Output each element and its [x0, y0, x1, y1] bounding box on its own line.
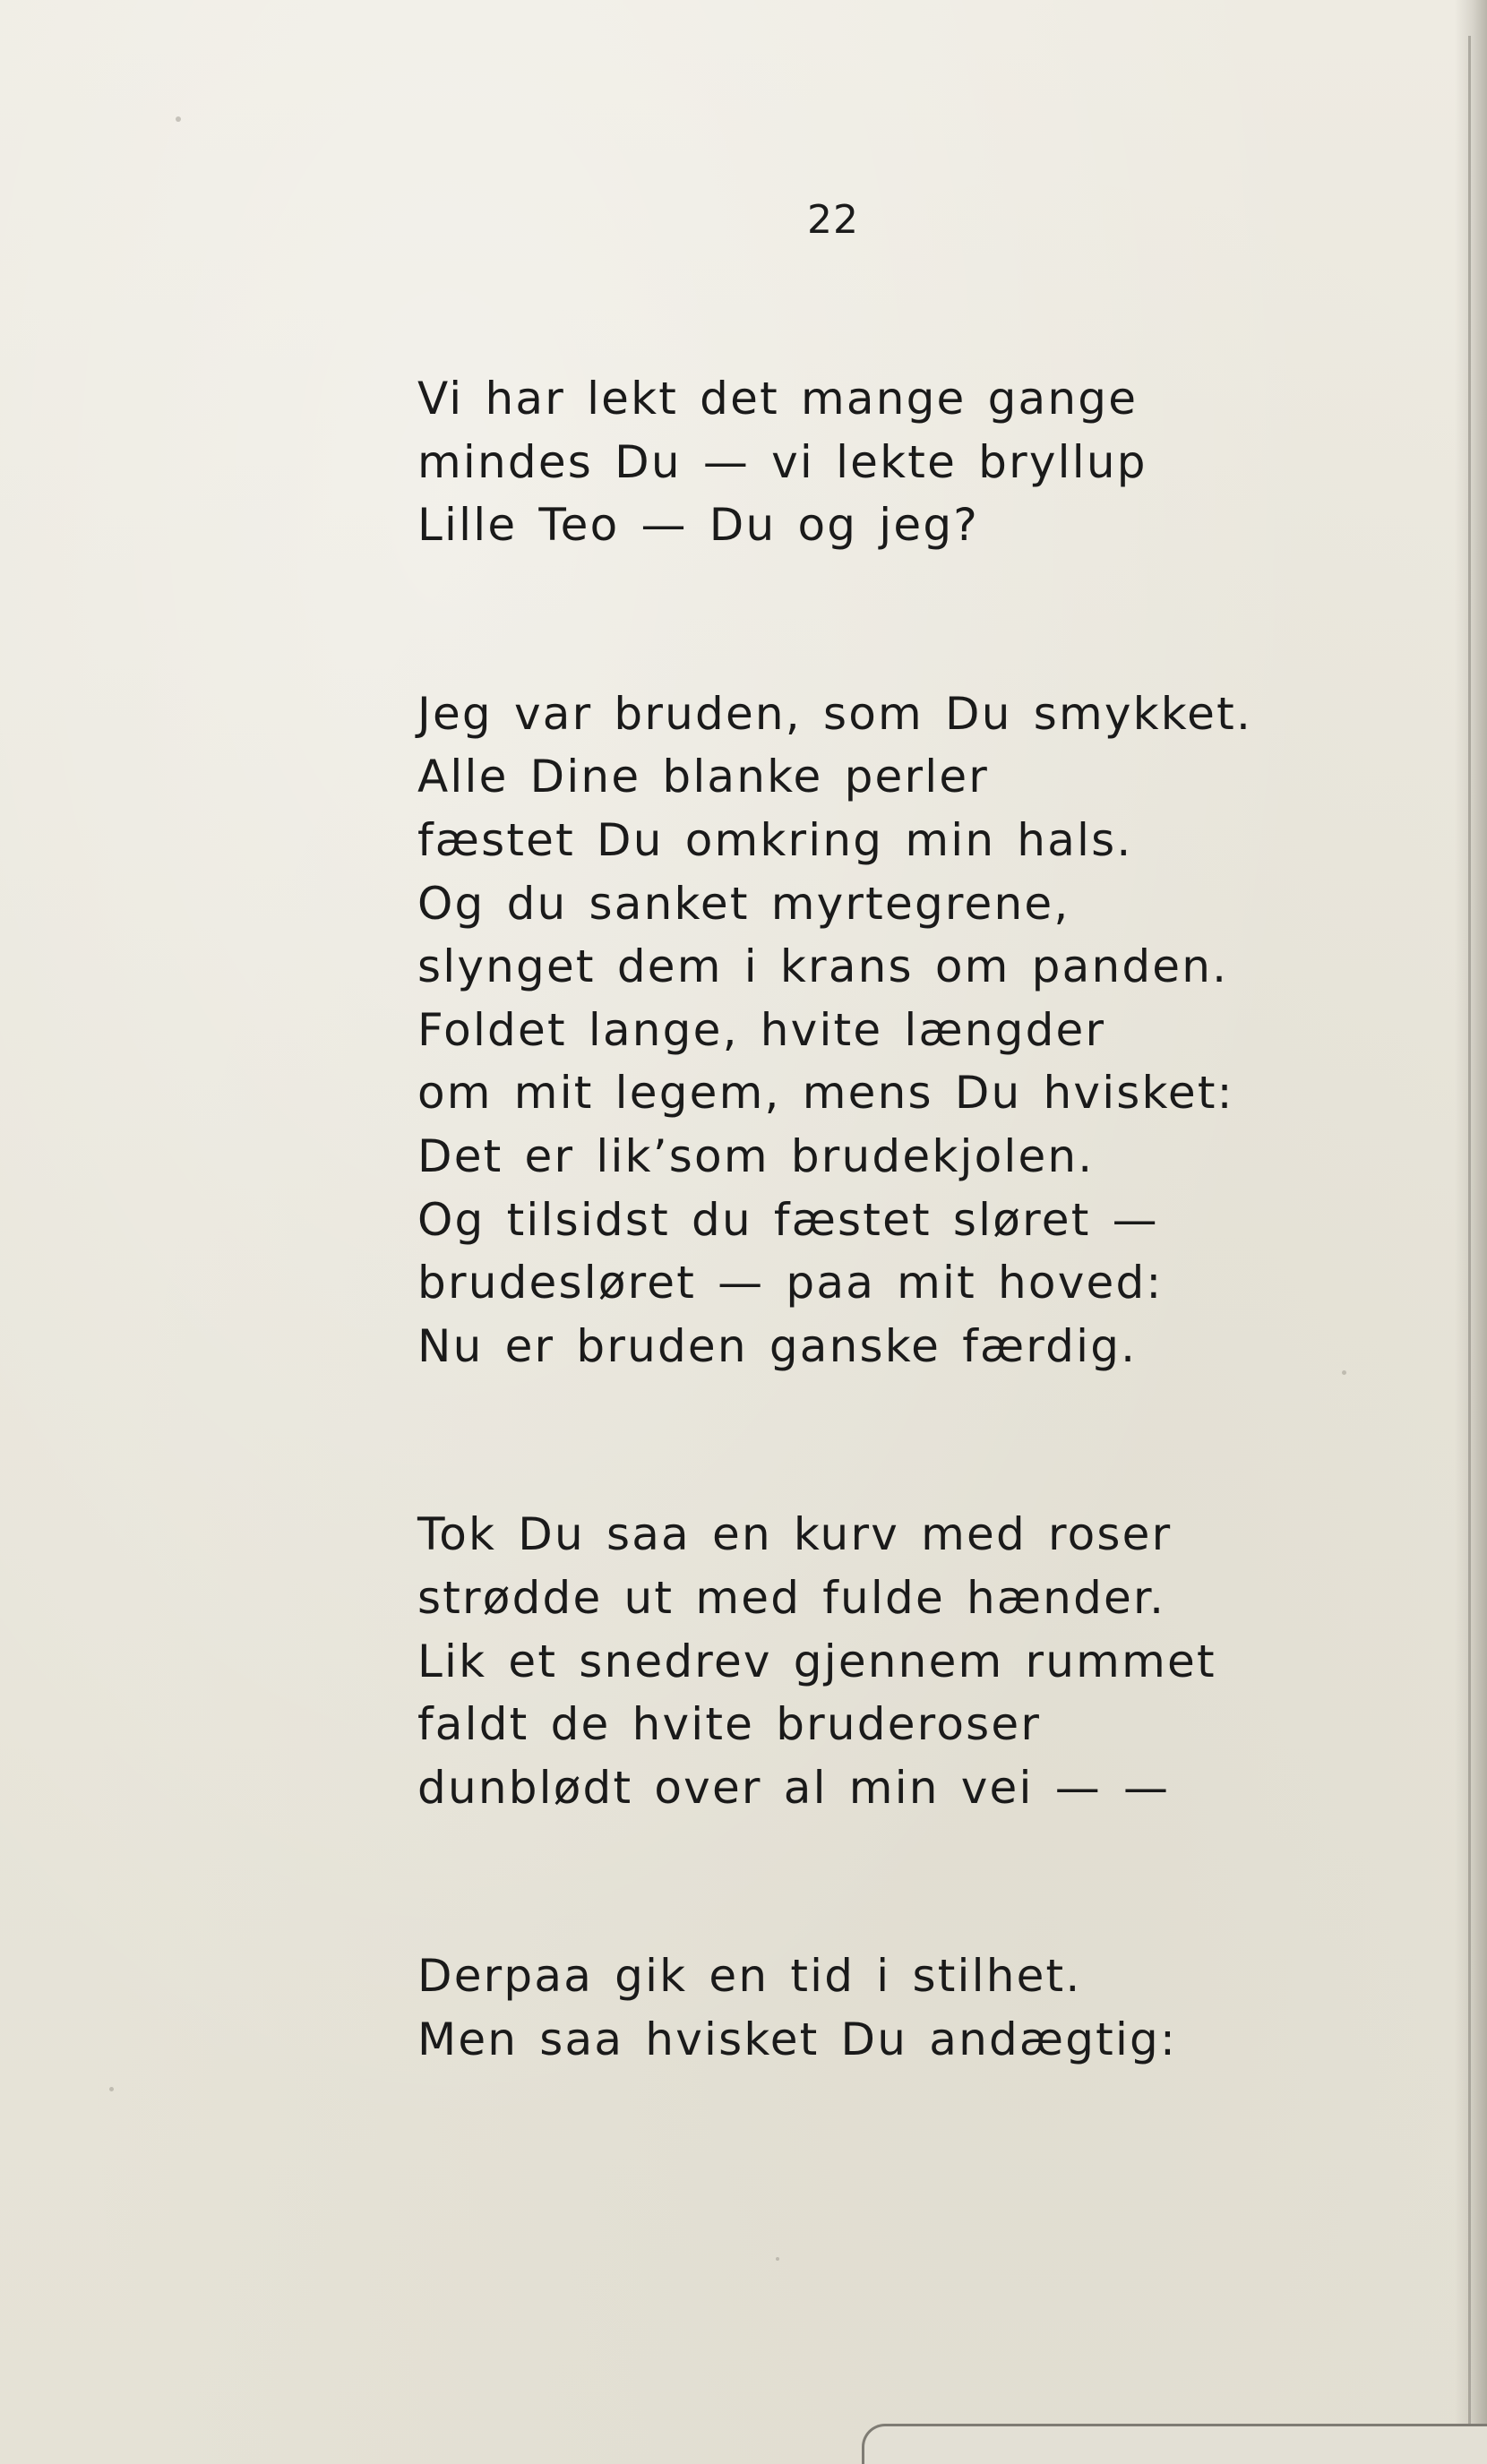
poem-line: Lille Teo — Du og jeg?: [417, 499, 980, 552]
poem-line: Alle Dine blanke perler: [417, 751, 990, 803]
stanza-4: [417, 1945, 1421, 2071]
poem-line: faldt de hvite bruderoser: [417, 1698, 1042, 1751]
paper-speck: [176, 116, 181, 122]
poem-line: brudesløret — paa mit hoved:: [417, 1257, 1164, 1309]
stanza-2: [417, 683, 1421, 1378]
page-edge-line: [1468, 36, 1471, 2436]
poem-line: strødde ut med fulde hænder.: [417, 1571, 1166, 1624]
poem-line: Nu er bruden ganske færdig.: [417, 1319, 1138, 1372]
poem-body: [417, 367, 1421, 2071]
poem-line: Vi har lekt det mange gange: [417, 373, 1139, 425]
poem-line: Jeg var bruden, som Du smykket.: [417, 687, 1253, 740]
poem-line: slynget dem i krans om panden.: [417, 940, 1229, 993]
page-edge-shadow: [1455, 0, 1487, 2464]
stanza-1: [417, 367, 1421, 557]
poem-line: Det er lik’som brudekjolen.: [417, 1129, 1095, 1182]
poem-line: dunblødt over al min vei — —: [417, 1761, 1171, 1814]
poem-line: fæstet Du omkring min hals.: [417, 813, 1133, 866]
poem-line: Og du sanket myrtegrene,: [417, 877, 1070, 930]
poem-line: Derpaa gik en tid i stilhet.: [417, 1950, 1082, 2003]
poem-line: Lik et snedrev gjennem rummet: [417, 1635, 1216, 1687]
poem-line: Foldet lange, hvite længder: [417, 1003, 1106, 1056]
poem-line: Men saa hvisket Du andægtig:: [417, 2013, 1178, 2065]
bottom-page-tab: [862, 2424, 1487, 2464]
paper-speck: [776, 2257, 779, 2261]
poem-line: om mit legem, mens Du hvisket:: [417, 1067, 1234, 1120]
poem-line: Tok Du saa en kurv med roser: [417, 1508, 1173, 1561]
poem-line: mindes Du — vi lekte bryllup: [417, 435, 1147, 488]
stanza-3: [417, 1503, 1421, 1819]
poem-line: Og tilsidst du fæstet sløret —: [417, 1193, 1159, 1246]
paper-speck: [109, 2087, 114, 2091]
page-number: 22: [807, 197, 859, 243]
